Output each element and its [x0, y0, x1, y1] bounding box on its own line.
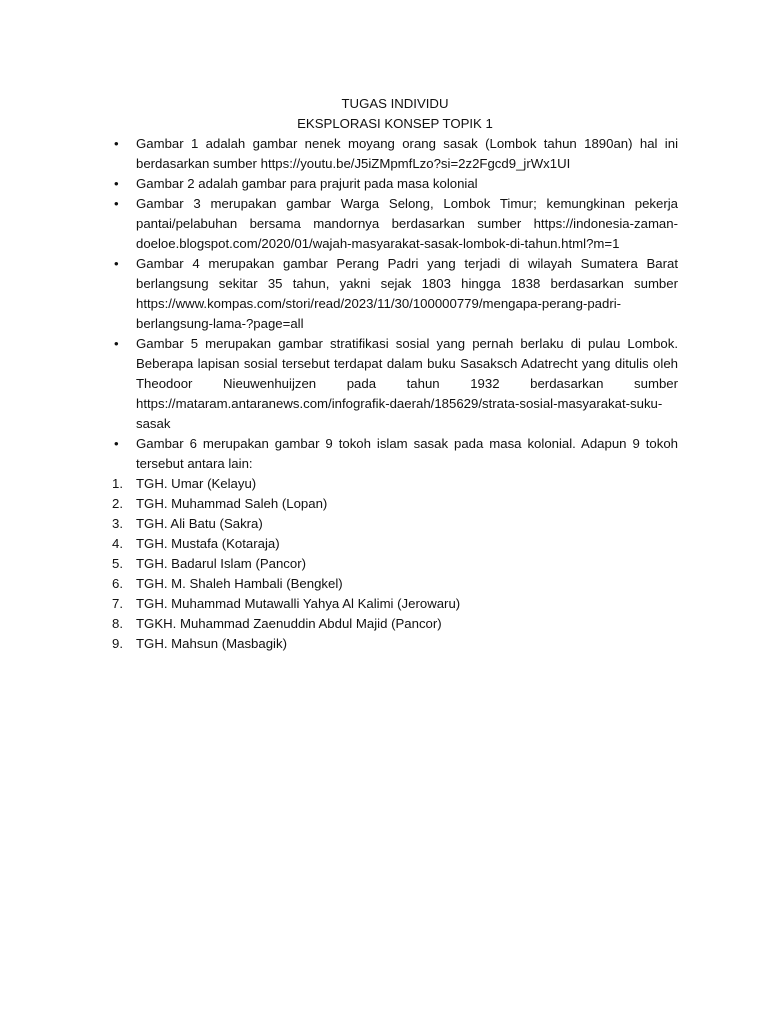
bullet-icon: •: [114, 436, 119, 451]
bullet-text: Gambar 4 merupakan gambar Perang Padri yang terjadi di wilayah Sumatera Barat berlangsung sekitar 35 tahun, yakni sejak 1803 hingga 1838 berdasarkan sumber https://www.kompas.com/stori/read/2023/11/30/100000779/mengapa-perang-padri-berlangsung-lama-?page=all: [136, 256, 678, 331]
bullet-text: Gambar 5 merupakan gambar stratifikasi sosial yang pernah berlaku di pulau Lombok. Beberapa lapisan sosial tersebut terdapat dalam buku Sasaksch Adatrecht yang ditulis oleh Theodoor Nieuwenhuijzen pada tahun 1932 berdasarkan sumber https://mataram.antaranews.com/infografik-daerah/185629/strata-sosial-masyarakat-suku-sasak: [136, 336, 678, 431]
list-number: 1.: [112, 476, 123, 491]
list-item: [112, 634, 678, 654]
list-item-text: TGH. Mahsun (Masbagik): [136, 636, 287, 651]
list-number: 9.: [112, 636, 123, 651]
list-item-text: TGKH. Muhammad Zaenuddin Abdul Majid (Pancor): [136, 616, 442, 631]
list-item: [112, 594, 678, 614]
list-item: [112, 554, 678, 574]
bullet-item: [112, 434, 678, 474]
list-item-text: TGH. Ali Batu (Sakra): [136, 516, 263, 531]
document-title: TUGAS INDIVIDU: [341, 96, 449, 111]
list-number: 8.: [112, 616, 123, 631]
bullet-item: [112, 174, 678, 194]
list-item: [112, 534, 678, 554]
list-number: 6.: [112, 576, 123, 591]
list-item-text: TGH. Mustafa (Kotaraja): [136, 536, 280, 551]
list-item-text: TGH. M. Shaleh Hambali (Bengkel): [136, 576, 343, 591]
list-item: [112, 494, 678, 514]
list-number: 5.: [112, 556, 123, 571]
numbered-list: [112, 474, 678, 654]
list-item: [112, 574, 678, 594]
bullet-list: [112, 134, 678, 474]
bullet-icon: •: [114, 336, 119, 351]
list-item-text: TGH. Muhammad Saleh (Lopan): [136, 496, 328, 511]
bullet-item: [112, 194, 678, 254]
list-item-text: TGH. Muhammad Mutawalli Yahya Al Kalimi (Jerowaru): [136, 596, 461, 611]
list-item: [112, 514, 678, 534]
list-number: 4.: [112, 536, 123, 551]
document-content: [112, 94, 678, 654]
list-number: 2.: [112, 496, 123, 511]
bullet-icon: •: [114, 176, 119, 191]
list-number: 7.: [112, 596, 123, 611]
bullet-icon: •: [114, 256, 119, 271]
bullet-text: Gambar 1 adalah gambar nenek moyang orang sasak (Lombok tahun 1890an) hal ini berdasarkan sumber https://youtu.be/J5iZMpmfLzo?si=2z2Fgcd9_jrWx1UI: [136, 136, 678, 171]
bullet-item: [112, 134, 678, 174]
list-item: [112, 474, 678, 494]
list-item: [112, 614, 678, 634]
list-item-text: TGH. Umar (Kelayu): [136, 476, 257, 491]
bullet-icon: •: [114, 136, 119, 151]
bullet-icon: •: [114, 196, 119, 211]
bullet-item: [112, 334, 678, 434]
list-item-text: TGH. Badarul Islam (Pancor): [136, 556, 307, 571]
bullet-text: Gambar 6 merupakan gambar 9 tokoh islam sasak pada masa kolonial. Adapun 9 tokoh tersebut antara lain:: [136, 436, 678, 471]
bullet-text: Gambar 2 adalah gambar para prajurit pada masa kolonial: [136, 176, 478, 191]
bullet-text: Gambar 3 merupakan gambar Warga Selong, Lombok Timur; kemungkinan pekerja pantai/pelabuhan bersama mandornya berdasarkan sumber https://indonesia-zaman-doeloe.blogspot.com/2020/01/wajah-masyarakat-sasak-lombok-di-tahun.html?m=1: [136, 196, 678, 251]
list-number: 3.: [112, 516, 123, 531]
document-subtitle: EKSPLORASI KONSEP TOPIK 1: [297, 116, 493, 131]
bullet-item: [112, 254, 678, 334]
